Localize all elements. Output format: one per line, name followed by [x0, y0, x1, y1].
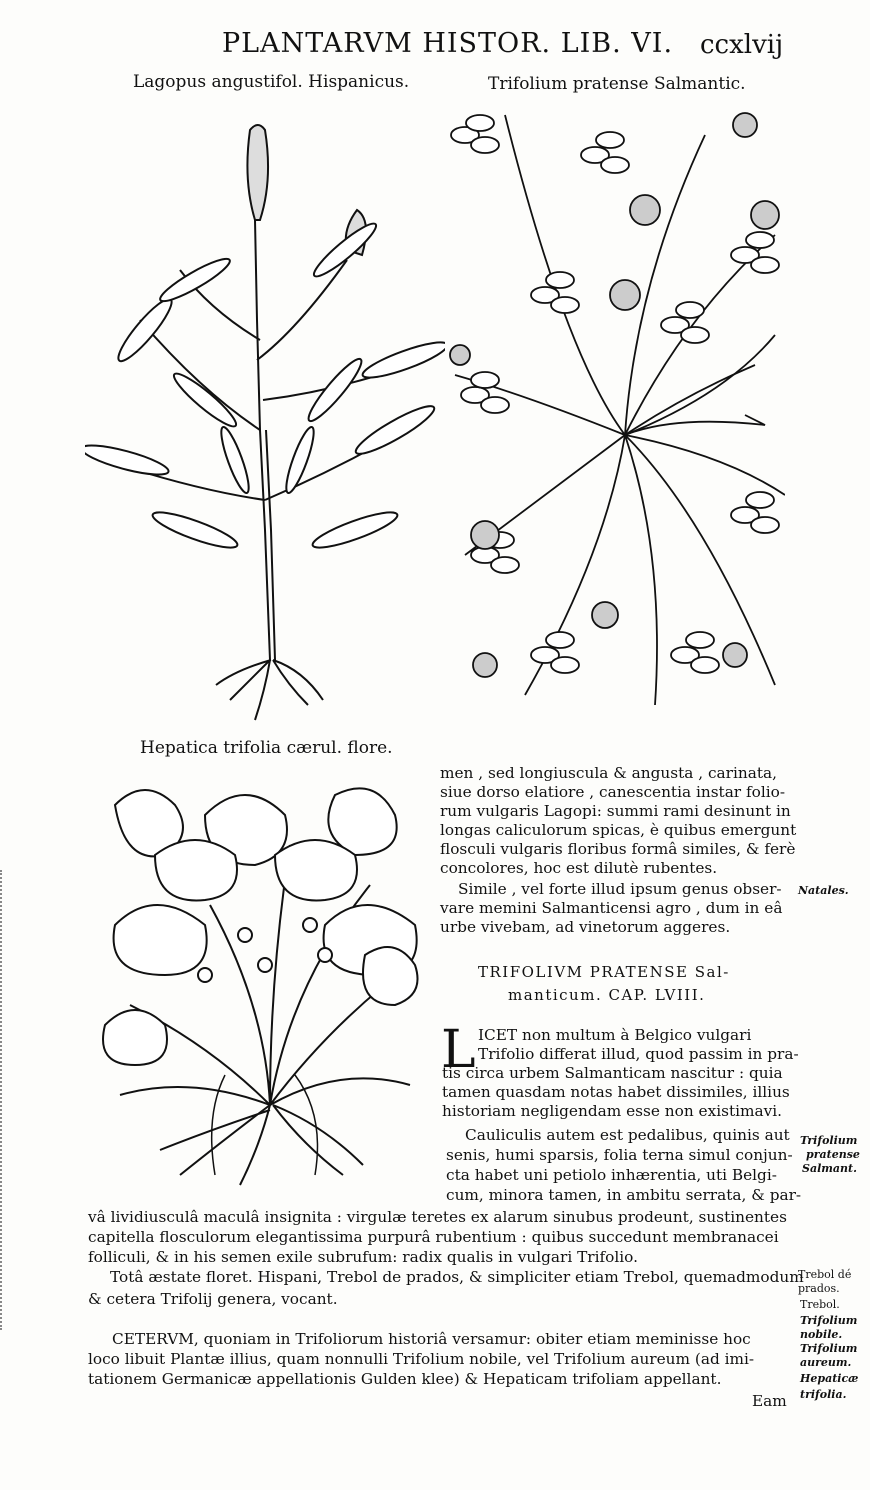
trifolium-woodcut-illustration: [445, 95, 785, 715]
text-line: flosculi vulgaris floribus formâ similes, & ferè: [440, 840, 796, 858]
text-line: urbe vivebam, ad vinetorum aggeres.: [440, 918, 731, 936]
text-line: tis circa urbem Salmanticam nascitur : quia: [442, 1064, 783, 1082]
chapter-heading: TRIFOLIVM PRATENSE Sal-: [478, 963, 730, 981]
drop-capital: L: [441, 1020, 476, 1080]
margin-note-trebol: Trebol dé: [798, 1268, 852, 1281]
text-line: Simile , vel forte illud ipsum genus obser-: [458, 880, 782, 898]
margin-note-nobile: nobile.: [800, 1328, 843, 1341]
text-line: & cetera Trifolij genera, vocant.: [88, 1290, 338, 1308]
text-line: senis, humi sparsis, folia terna simul conjun-: [446, 1146, 793, 1164]
text-line: cum, minora tamen, in ambitu serrata, & par-: [446, 1186, 802, 1204]
margin-note-nobile: Trifolium: [800, 1342, 858, 1355]
text-line: tamen quasdam notas habet dissimiles, illius: [442, 1083, 790, 1101]
text-line: loco libuit Plantæ illius, quam nonnulli Trifolium nobile, vel Trifolium aureum (ad imi-: [88, 1350, 755, 1368]
text-line: vâ lividiusculâ maculâ insignita : virgulæ teretes ex alarum sinubus prodeunt, sustinentes: [88, 1208, 787, 1226]
running-title: PLANTARVM HISTOR. LIB. VI.: [222, 28, 674, 59]
text-line: ICET non multum à Belgico vulgari: [478, 1026, 752, 1044]
margin-note-trifolium: Salmant.: [802, 1162, 857, 1175]
text-line: CETERVM, quoniam in Trifoliorum historiâ versamur: obiter etiam meminisse hoc: [112, 1330, 751, 1348]
text-line: Cauliculis autem est pedalibus, quinis aut: [465, 1126, 790, 1144]
text-line: longas caliculorum spicas, è quibus emergunt: [440, 821, 797, 839]
figure-caption-lagopus: Lagopus angustifol. Hispanicus.: [133, 72, 410, 92]
margin-note-natales: Natales.: [798, 884, 849, 897]
margin-note-nobile: aureum.: [800, 1356, 852, 1369]
text-line: concolores, hoc est dilutè rubentes.: [440, 859, 718, 877]
figure-caption-trifolium: Trifolium pratense Salmantic.: [488, 74, 746, 94]
margin-note-trebol: Trebol.: [800, 1298, 840, 1311]
margin-note-nobile: trifolia.: [800, 1388, 847, 1401]
margin-note-nobile: Hepaticæ: [800, 1372, 859, 1385]
page-edge-shadow: [0, 870, 12, 1330]
text-line: cta habet uni petiolo inhærentia, uti Belgi-: [446, 1166, 777, 1184]
chapter-heading: manticum. CAP. LVIII.: [508, 986, 706, 1004]
text-line: vare memini Salmanticensi agro , dum in eâ: [440, 899, 783, 917]
catchword: Eam: [752, 1392, 787, 1410]
text-line: historiam negligendam esse non existimavi.: [442, 1102, 783, 1120]
lagopus-woodcut-illustration: [85, 100, 445, 730]
margin-note-nobile: Trifolium: [800, 1314, 858, 1327]
text-line: Totâ æstate floret. Hispani, Trebol de prados, & simpliciter etiam Trebol, quemadmodum: [110, 1268, 804, 1286]
margin-note-trebol: prados.: [798, 1282, 840, 1295]
margin-note-trifolium: Trifolium: [800, 1134, 858, 1147]
text-line: folliculi, & in his semen exile subrufum: radix qualis in vulgari Trifolio.: [88, 1248, 638, 1266]
text-line: tationem Germanicæ appellationis Gulden klee) & Hepaticam trifoliam appellant.: [88, 1370, 722, 1388]
text-line: rum vulgaris Lagopi: summi rami desinunt in: [440, 802, 791, 820]
text-line: men , sed longiuscula & angusta , carinata,: [440, 764, 777, 782]
text-line: Trifolio differat illud, quod passim in pra-: [478, 1045, 799, 1063]
figure-caption-hepatica: Hepatica trifolia cærul. flore.: [140, 738, 393, 758]
hepatica-woodcut-illustration: [95, 775, 430, 1195]
text-line: siue dorso elatiore , canescentia instar folio-: [440, 783, 786, 801]
folio-number: ccxlvij: [700, 30, 784, 60]
text-line: capitella flosculorum elegantissima purpurâ rubentium : quibus succedunt membranacei: [88, 1228, 779, 1246]
margin-note-trifolium: pratense: [806, 1148, 860, 1161]
